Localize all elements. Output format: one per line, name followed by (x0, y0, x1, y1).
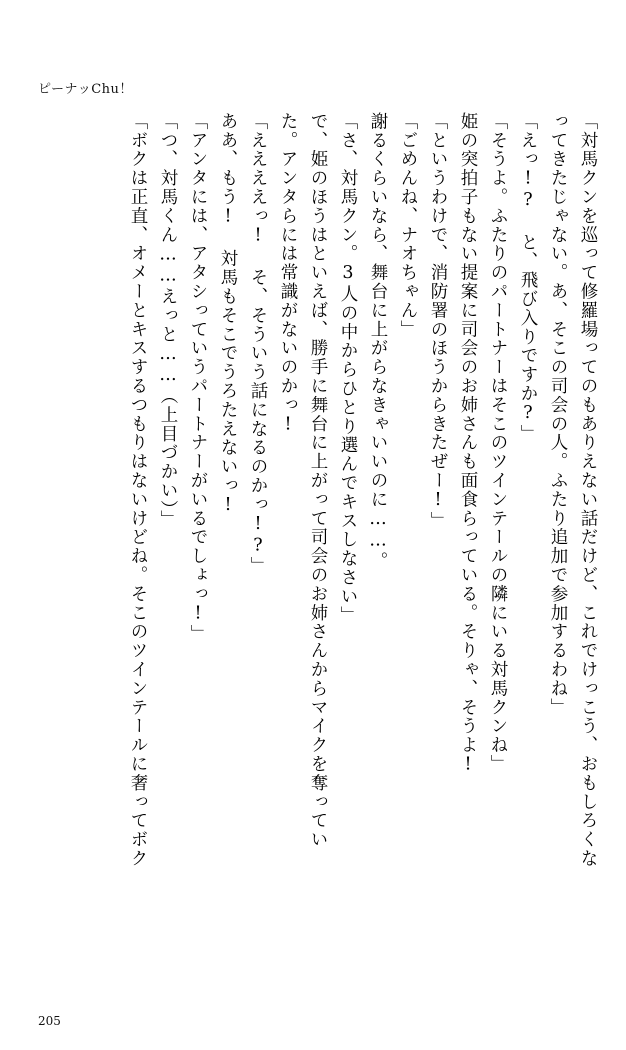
text-line: 姫の突拍子もない提案に司会のお姉さんも面食らっている。そりゃ、そうよ! (458, 112, 478, 776)
text-line: 「ごめんね、ナオちゃん」 (398, 112, 418, 339)
text-line: 謝るくらいなら、舞台に上がらなきゃいいのに……。 (368, 112, 388, 571)
vertical-text-body (30, 112, 596, 992)
text-line: 「さ、対馬クン。3人の中からひとり選んでキスしなさい」 (338, 112, 358, 625)
text-line: 「つ、対馬くん……えっと……（上目づかい）」 (158, 112, 178, 530)
text-line: ああ、もう! 対馬もそこでうろたえないっ! (218, 112, 238, 517)
text-line: 「ええええっ! そ、そういう話になるのかっ!?」 (248, 112, 268, 576)
running-head: ピーナッChu！ (38, 82, 133, 97)
text-line: で、姫のほうはといえば、勝手に舞台に上がって司会のお姉さんからマイクを奪ってい (308, 112, 328, 850)
text-line: 「というわけで、消防署のほうからきたぜー!」 (428, 112, 448, 531)
text-line: た。アンタらには常識がないのかっ! (278, 112, 298, 436)
text-line: 「そうよ。ふたりのパートナーはそこのツインテールの隣にいる対馬クンね」 (488, 112, 508, 774)
page-number: 205 (38, 1014, 61, 1028)
text-line: 「ボクは正直、オメーとキスするつもりはないけどね。そこのツインテールに奢ってボク (128, 112, 148, 868)
text-line: ってきたじゃない。あ、そこの司会の人。ふたり追加で参加するわね」 (548, 112, 568, 717)
text-line: 「対馬クンを巡って修羅場ってのもありえない話だけど、これでけっこう、おもしろくな (578, 112, 598, 868)
text-line: 「えっ!? と、飛び入りですか?」 (518, 112, 538, 444)
text-line: 「アンタには、アタシっていうパートナーがいるでしょっ!」 (188, 112, 208, 644)
